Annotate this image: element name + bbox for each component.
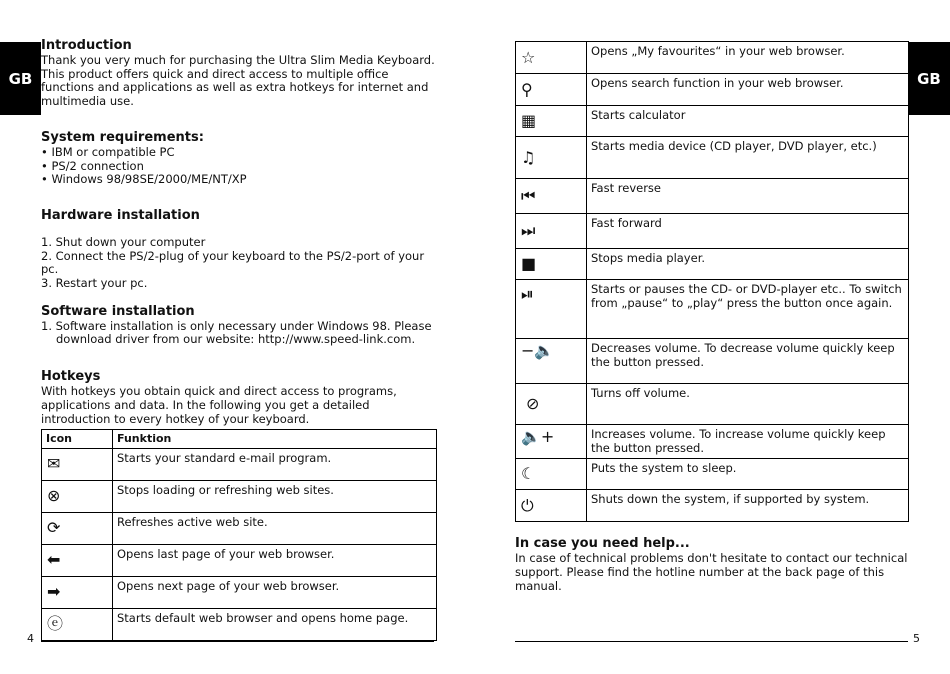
table-row — [516, 339, 909, 384]
power-icon: ⏻ — [521, 495, 534, 515]
table-row — [516, 137, 909, 179]
footer-rule-right — [515, 641, 908, 642]
page-number-right: 5 — [913, 632, 920, 645]
play-pause-icon: ⏯ — [521, 284, 534, 303]
row-text: Opens „My favourites“ in your web browser. — [587, 42, 909, 74]
software-heading: Software installation — [41, 303, 195, 319]
table-row — [42, 480, 437, 512]
row-text: Starts default web browser and opens home page. — [113, 608, 437, 640]
hotkey-table-right — [515, 41, 909, 522]
refresh-icon: ⟳ — [47, 518, 61, 538]
row-text: Opens next page of your web browser. — [113, 576, 437, 608]
row-text: Stops media player. — [587, 249, 909, 280]
table-row — [516, 280, 909, 339]
language-tab-left: GB — [0, 42, 41, 115]
table-row — [42, 544, 437, 576]
list-item: 3. Restart your pc. — [41, 276, 148, 291]
icon-column-header: Icon — [42, 430, 113, 449]
email-icon: ✉ — [47, 454, 61, 474]
table-row — [516, 106, 909, 137]
row-text: Decreases volume. To decrease volume quickly keep the button pressed. — [587, 339, 909, 384]
row-text: Refreshes active web site. — [113, 512, 437, 544]
table-row — [42, 576, 437, 608]
row-text: Puts the system to sleep. — [587, 459, 909, 490]
sleep-moon-icon: ☾ — [521, 464, 536, 484]
help-text: In case of technical problems don't hesitate to contact our technical support. Please find the hotline number at the back page of this manual. — [515, 551, 908, 593]
footer-rule-left — [41, 641, 434, 642]
table-row — [516, 74, 909, 106]
row-text: Starts or pauses the CD- or DVD-player etc.. To switch from „pause“ to „play“ press the button once again. — [587, 280, 909, 339]
fast-forward-icon: ⏭ — [521, 221, 536, 240]
page-number-left: 4 — [27, 632, 34, 645]
fast-reverse-icon: ⏮ — [521, 186, 536, 205]
row-text: Starts media device (CD player, DVD player, etc.) — [587, 137, 909, 179]
hotkeys-text: With hotkeys you obtain quick and direct access to programs, applications and data. In the following you get a detailed introduction to every hotkey of your keyboard. — [41, 384, 397, 426]
list-item: • IBM or compatible PC — [41, 144, 175, 159]
table-row — [516, 214, 909, 249]
forward-arrow-icon: ➡ — [47, 582, 61, 602]
list-item: 1. Shut down your computer — [41, 234, 206, 249]
table-row — [42, 608, 437, 640]
table-row — [516, 249, 909, 280]
stop-square-icon: ■ — [521, 254, 537, 273]
volume-up-icon: 🔈+ — [521, 427, 555, 446]
volume-down-icon: −🔈 — [521, 341, 555, 360]
table-row — [516, 42, 909, 74]
table-row — [42, 448, 437, 480]
sysreq-list — [41, 146, 437, 187]
hardware-list — [41, 236, 437, 291]
hardware-heading: Hardware installation — [41, 207, 200, 223]
sysreq-heading: System requirements: — [41, 129, 204, 145]
search-icon: ⚲ — [521, 79, 533, 99]
list-item: • PS/2 connection — [41, 158, 144, 173]
intro-heading: Introduction — [41, 38, 132, 53]
row-text: Turns off volume. — [587, 384, 909, 425]
intro-text: Thank you very much for purchasing the Ultra Slim Media Keyboard. This product offers quick and direct access to multiple office functions and applications as well as extra hotkeys for internet and multimedia use. — [41, 53, 435, 109]
function-column-header: Funktion — [113, 430, 437, 449]
favourites-icon: ☆ — [521, 47, 536, 67]
row-text: Increases volume. To increase volume quickly keep the button pressed. — [587, 425, 909, 459]
mute-icon: ⊘ — [526, 394, 540, 413]
row-text: Starts your standard e-mail program. — [113, 448, 437, 480]
table-row — [42, 512, 437, 544]
hotkeys-heading: Hotkeys — [41, 369, 101, 385]
table-row — [516, 459, 909, 490]
software-text: 1. Software installation is only necessary under Windows 98. Please download driver from our website: http://www.speed-link.com. — [41, 318, 432, 347]
table-row — [516, 425, 909, 459]
row-text: Opens last page of your web browser. — [113, 544, 437, 576]
left-page — [41, 38, 437, 641]
music-note-icon: ♫ — [521, 147, 536, 167]
row-text: Shuts down the system, if supported by system. — [587, 490, 909, 522]
list-item: 2. Connect the PS/2-plug of your keyboard to the PS/2-port of your pc. — [41, 248, 425, 277]
table-row — [516, 490, 909, 522]
right-page — [515, 41, 909, 594]
back-arrow-icon: ⬅ — [47, 550, 61, 570]
browser-icon: ⓔ — [47, 614, 64, 634]
row-text: Starts calculator — [587, 106, 909, 137]
row-text: Opens search function in your web browser. — [587, 74, 909, 106]
row-text: Stops loading or refreshing web sites. — [113, 480, 437, 512]
table-row — [516, 179, 909, 214]
list-item: • Windows 98/98SE/2000/ME/NT/XP — [41, 172, 247, 187]
help-heading: In case you need help... — [515, 536, 690, 552]
table-row — [516, 384, 909, 425]
calculator-icon: ▦ — [521, 111, 537, 130]
hotkey-table-left — [41, 429, 437, 641]
language-tab-right: GB — [908, 42, 950, 115]
row-text: Fast forward — [587, 214, 909, 249]
stop-icon: ⊗ — [47, 486, 61, 506]
row-text: Fast reverse — [587, 179, 909, 214]
